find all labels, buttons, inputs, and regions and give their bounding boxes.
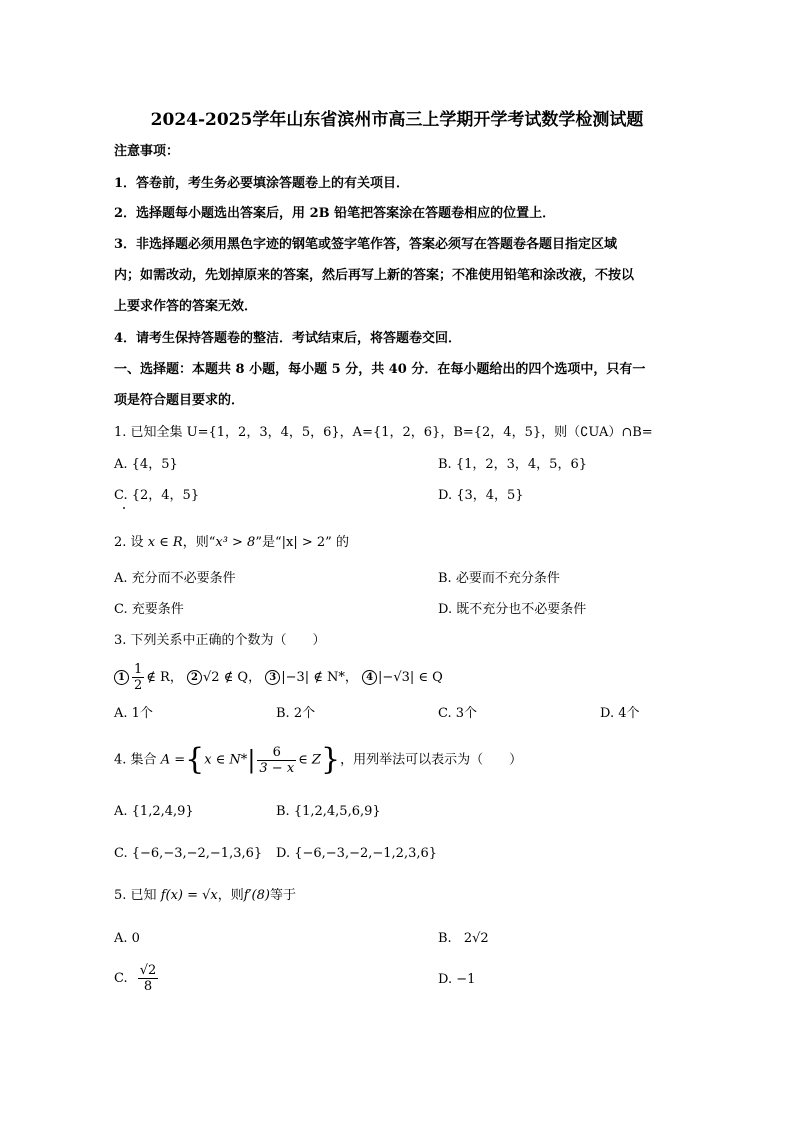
q2-mid2: ”是“ [255,535,282,550]
q2-stem [114,534,349,552]
q4-frac-den: 3 − x [259,760,295,776]
q3-item-3: |−3| ∉ N*， [281,670,358,685]
q2-option-b: B. 必要而不充分条件 [438,571,560,586]
q3-frac-num: 1 [134,662,143,677]
circled-2: 2 [187,670,202,685]
q3-option-c: C. 3个 [438,706,478,721]
notice-item-2: 2．选择题每小题选出答案后，用 2B 铅笔把答案涂在答题卷相应的位置上． [114,206,556,221]
q4-fraction [257,745,296,776]
notice-item-1: 1．答卷前，考生务必要填涂答题卷上的有关项目． [114,176,410,191]
q1-stem: 1. 已知全集 U={1，2，3，4，5，6}，A={1，2，6}，B={2，4，5}，则（∁UA）∩B= [114,425,653,440]
q2-pre: 2. 设 [114,535,144,550]
notice-item-4: 4．请考生保持答题卷的整洁．考试结束后，将答题卷交回． [114,331,462,346]
q1-option-c: C. {2，4，5} [114,488,200,503]
q3-stem: 3. 下列关系中正确的个数为（ ） [114,633,326,648]
q5-option-b [438,930,489,948]
q3-item-2: √2 ∉ Q， [202,670,262,685]
notice-item-3-end: 上要求作答的答案无效． [114,299,258,314]
notice-heading: 注意事项： [114,144,180,159]
notice-item-3-cont: 内；如需改动，先划掉原来的答案，然后再写上新的答案；不准使用铅笔和涂改液，不按以 [114,268,635,283]
q3-option-a: A. 1个 [114,706,153,721]
q2-option-a: A. 充分而不必要条件 [114,571,236,586]
q5-c-den: 8 [143,979,153,994]
q5-option-b-value: 2√2 [463,931,489,946]
q4-set-var: x ∈ N* [204,752,248,768]
q3-item-1: ∉ R， [146,670,183,685]
q4-set-cond: ∈ Z [298,752,321,768]
q4-pre: 4. 集合 [114,752,157,768]
q4-option-a: A. {1,2,4,9} [114,804,194,819]
q1-option-a: A. {4，5} [114,457,178,472]
q4-set-left: A = [160,752,186,768]
q5-option-b-label: B. [438,931,452,946]
section-heading-line2: 项是符合题目要求的． [114,393,245,408]
circled-1: 1 [114,670,129,685]
q4-post: ，用列举法可以表示为（ ） [340,752,523,768]
page-title: 2024-2025学年山东省滨州市高三上学期开学考试数学检测试题 [150,110,644,130]
circled-4: 4 [362,670,377,685]
q5-option-d: D. −1 [438,972,476,987]
q3-option-b: B. 2个 [276,706,316,721]
q5-option-c-label: C. [114,971,128,986]
q2-ineq2: |x| > 2 [281,535,326,550]
q1-option-b: B. {1，2，3，4，5，6} [438,457,587,472]
q2-mid: ，则“ [182,535,216,550]
q5-option-c-fraction [138,963,159,994]
q2-option-d: D. 既不充分也不必要条件 [438,602,587,617]
q5-pre: 5. 已知 [114,888,157,903]
q5-mid: ，则 [217,888,244,903]
q2-cond: x ∈ R [147,535,183,550]
q2-ineq1: x³ > 8 [215,535,256,550]
section-heading-line1: 一、选择题：本题共 8 小题，每小题 5 分，共 40 分．在每小题给出的四个选项中，只有一 [114,362,646,377]
stray-dot [123,507,125,509]
right-brace: } [320,742,341,777]
q3-fraction [132,662,144,693]
q2-post: ” 的 [325,535,349,550]
set-bar: | [247,746,256,774]
q5-derivative: f′(8) [243,888,270,903]
q3-item-4: |−√3| ∈ Q [378,670,443,685]
q4-option-b: B. {1,2,4,5,6,9} [276,804,381,819]
q4-option-c: C. {−6,−3,−2,−1,3,6} [114,846,263,861]
circled-3: 3 [265,670,280,685]
q5-c-num: √2 [139,963,157,978]
q3-items [114,662,443,693]
q1-option-d: D. {3，4，5} [438,488,524,503]
left-brace: { [185,742,205,777]
q5-option-c [114,962,160,996]
q4-stem [114,740,522,781]
q5-stem [114,887,296,905]
q4-option-d: D. {−6,−3,−2,−1,2,3,6} [276,846,438,861]
q4-frac-num: 6 [257,745,296,761]
q5-post: 等于 [269,888,296,903]
q5-option-a: A. 0 [114,931,140,946]
q3-option-d: D. 4个 [600,706,640,721]
q2-option-c: C. 充要条件 [114,602,184,617]
notice-item-3: 3．非选择题必须用黑色字迹的钢笔或签字笔作答，答案必须写在答题卷各题目指定区域 [114,237,618,252]
q5-function: f(x) = √x [160,888,218,903]
q3-frac-den: 2 [134,678,143,693]
